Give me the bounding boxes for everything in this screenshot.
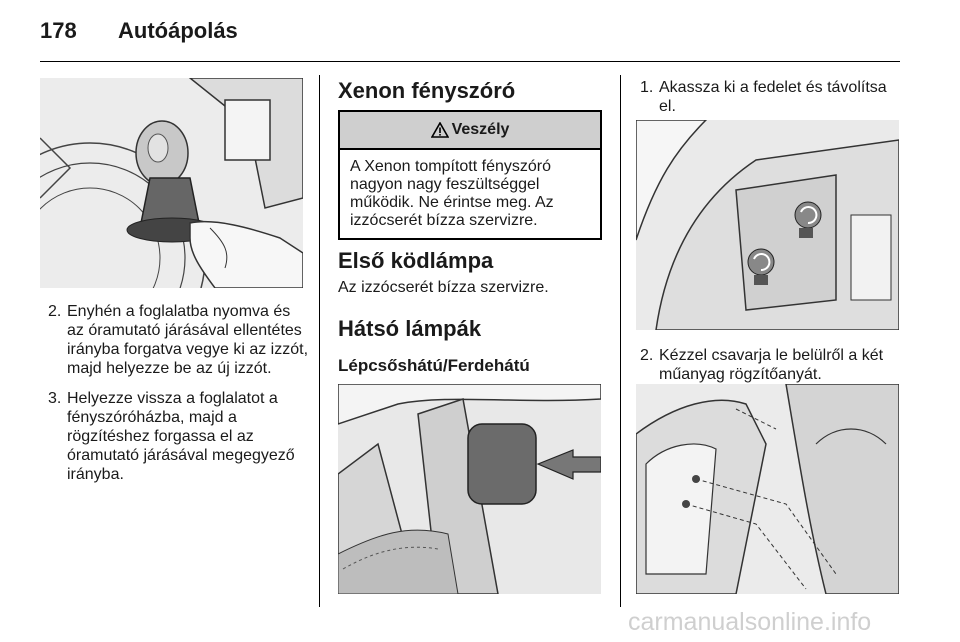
step-number: 3. (48, 390, 62, 407)
right-step-2 (640, 346, 900, 384)
bulb-socket-illustration (40, 78, 303, 288)
page-number: 178 (40, 18, 77, 43)
rear-lamps-heading: Hátsó lámpák (338, 316, 482, 341)
step-text: Kézzel csavarja le belülről a két műanyag rögzítőanyát. (659, 347, 884, 383)
left-step-2 (48, 302, 308, 378)
column-divider-right (620, 75, 621, 607)
header-rule (40, 61, 900, 62)
danger-warning-box (338, 110, 602, 240)
warning-triangle-icon (431, 122, 449, 138)
warning-text: A Xenon tompított fényszóró nagyon nagy feszültséggel működik. Ne érintse meg. Az izzócserét bízza szervizre. (350, 158, 554, 229)
watermark: carmanualsonline.info (628, 608, 872, 636)
cover-removal-illustration (636, 120, 899, 330)
step-number: 2. (640, 347, 654, 364)
warning-title: Veszély (451, 121, 510, 138)
fog-lamp-heading: Első ködlámpa (338, 248, 494, 273)
warning-header (340, 112, 600, 150)
column-divider-left (319, 75, 320, 607)
fog-lamp-text: Az izzócserét bízza szervizre. (338, 279, 549, 296)
rear-lamps-subheading: Lépcsőshátú/Ferdehátú (338, 356, 530, 375)
step-number: 1. (640, 79, 654, 96)
step-text: Helyezze vissza a foglalatot a fényszóróházba, majd a rögzítéshez forgassa el az óramutató járásával megegyező irányba. (67, 390, 295, 483)
trunk-cover-illustration (338, 384, 601, 594)
right-step-1 (640, 78, 900, 116)
step-text: Enyhén a foglalatba nyomva és az óramutató járásával ellentétes irányba forgatva vegye ki az izzót, majd helyezze be az új izzót. (67, 303, 309, 377)
step-text: Akassza ki a fedelet és távolítsa el. (659, 79, 887, 115)
page-title: Autóápolás (118, 18, 238, 43)
step-number: 2. (48, 303, 62, 320)
left-step-3 (48, 389, 308, 484)
xenon-heading: Xenon fényszóró (338, 78, 516, 103)
retaining-nuts-illustration (636, 384, 899, 594)
